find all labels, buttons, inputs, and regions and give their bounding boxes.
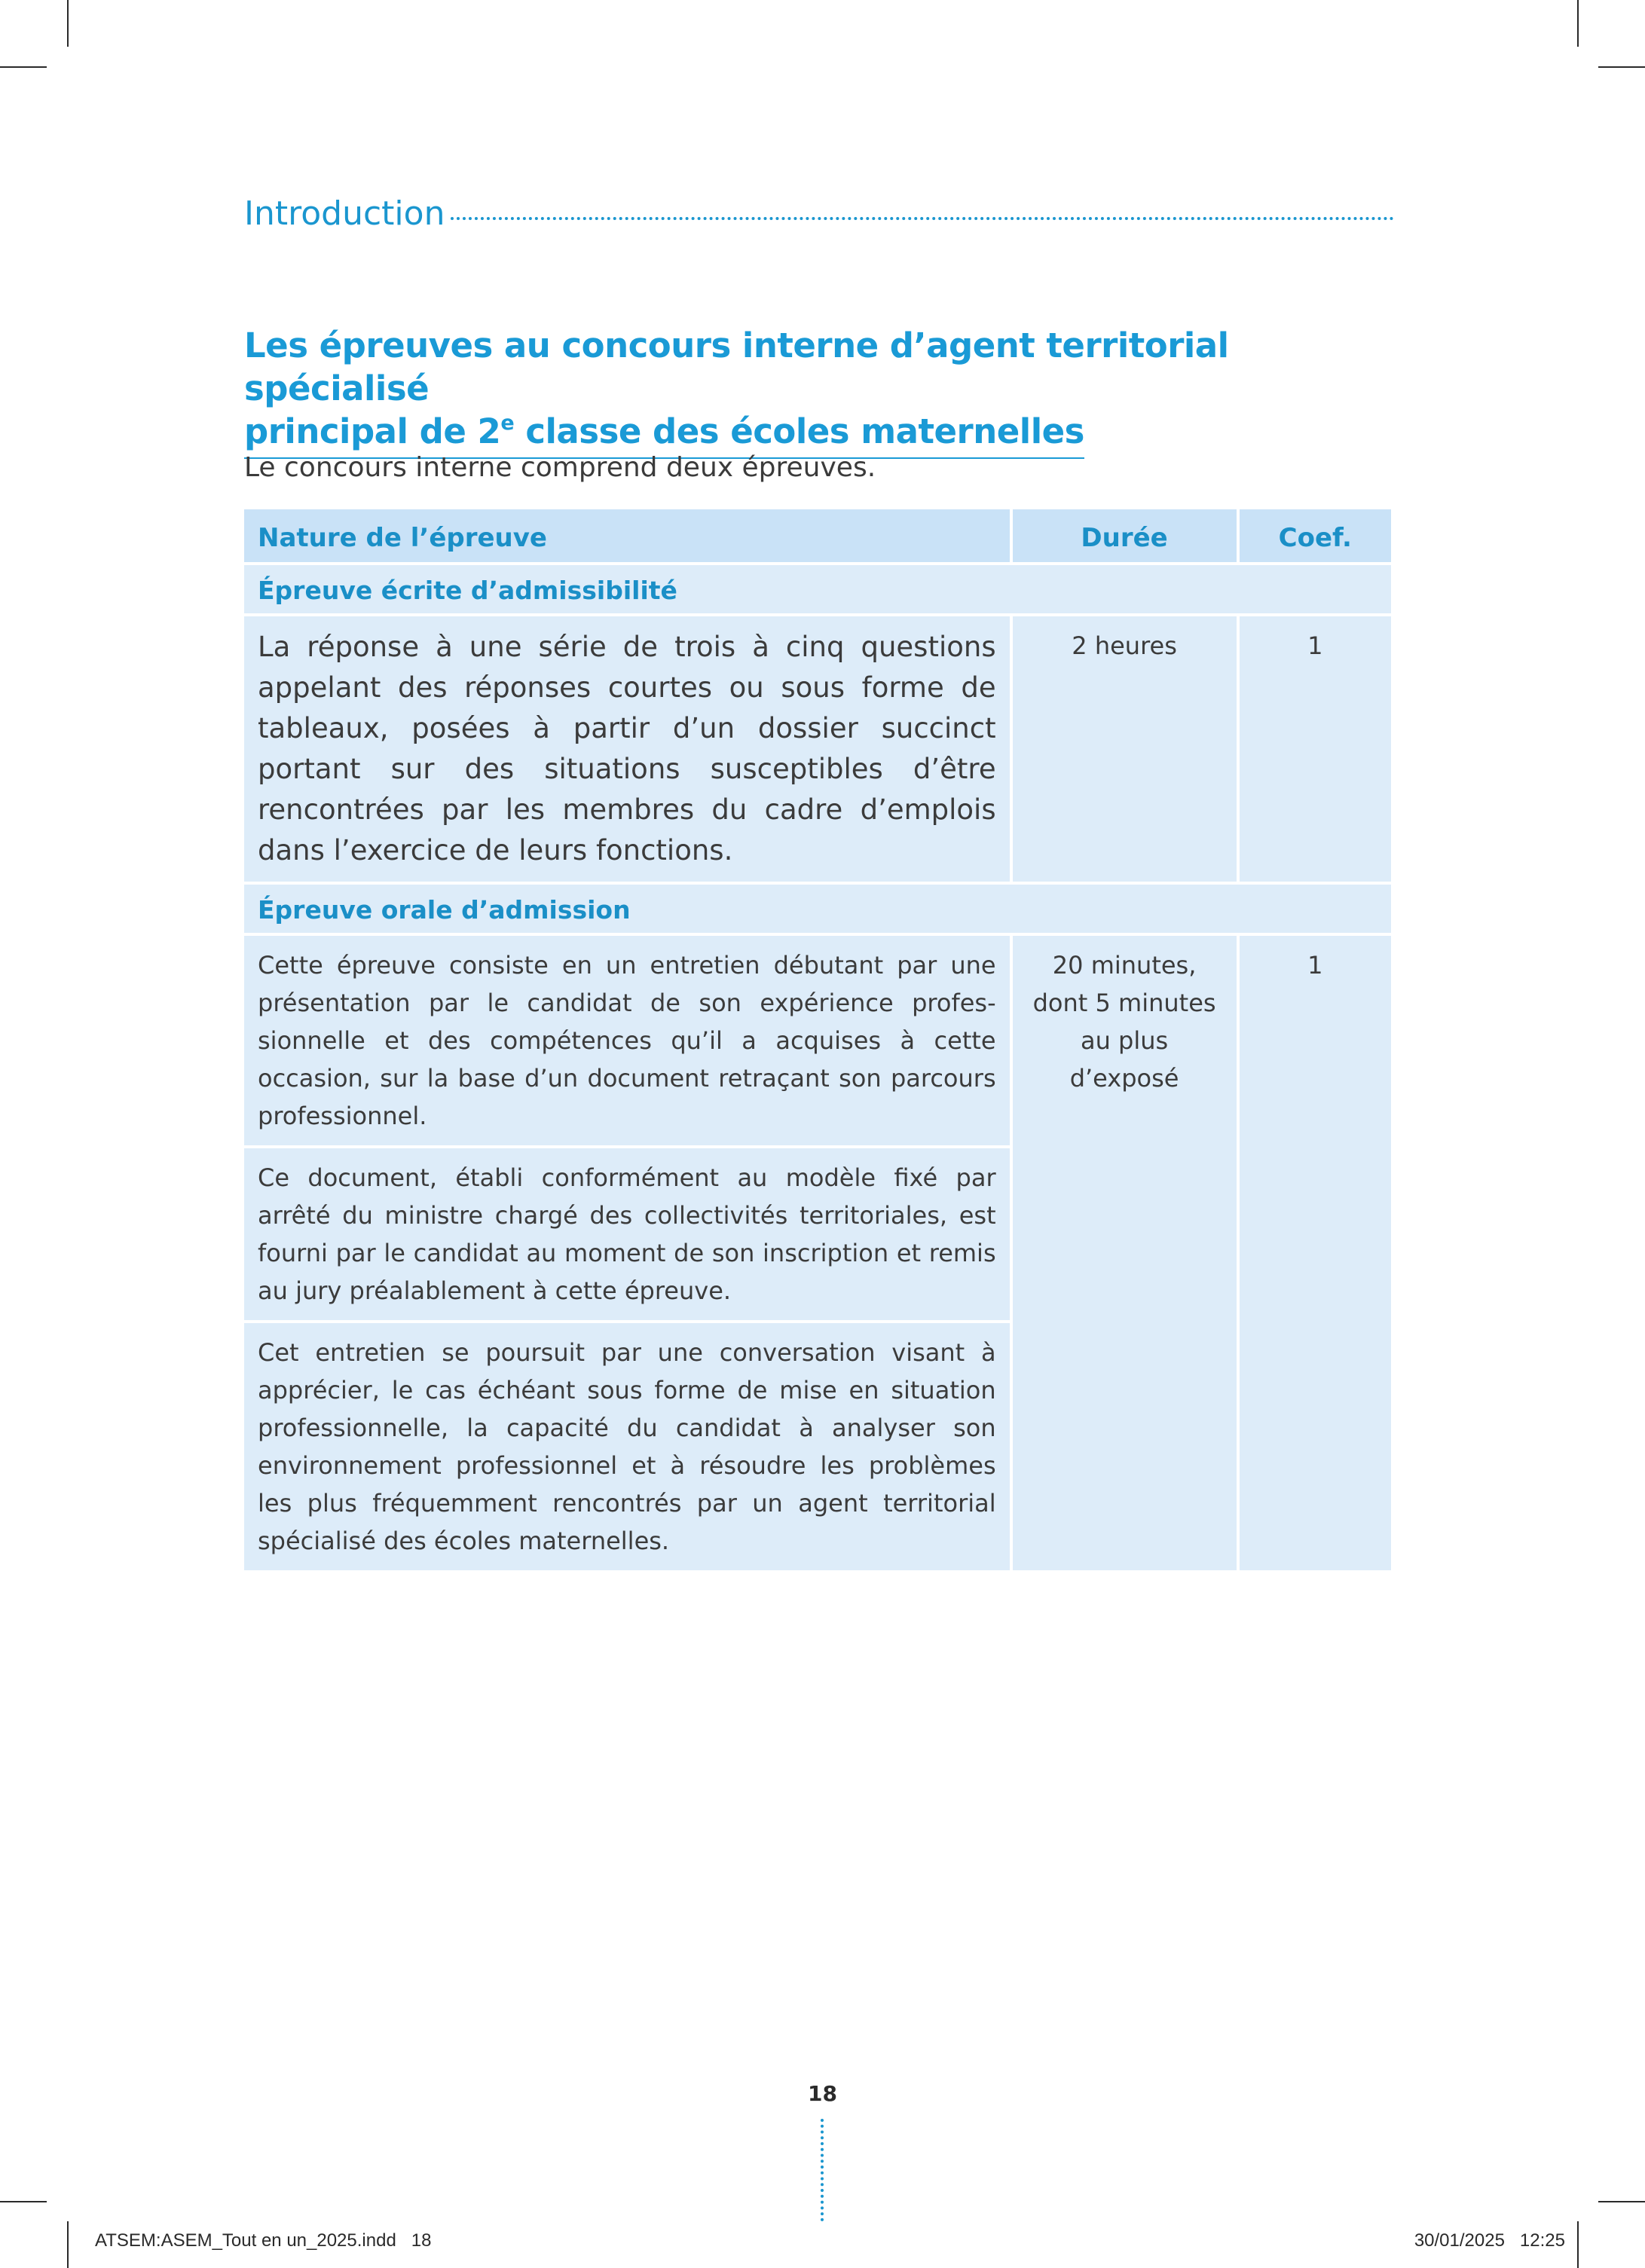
epreuves-table xyxy=(241,506,1394,1573)
oral-description-2: Ce document, établi conformément au modèle fixé par arrêté du ministre chargé des collectivités territoriales, est fourni par le candidat au moment de son inscription et remis au jury préalablement à cette épreuve. xyxy=(244,1148,1010,1320)
oral-section-row xyxy=(244,885,1391,933)
oral-section-title: Épreuve orale d’admission xyxy=(244,885,1391,933)
page-number-dotted-line xyxy=(821,2119,824,2221)
section-header xyxy=(244,194,1394,233)
heading-line-2-start: principal de 2 xyxy=(244,411,501,451)
header-nature: Nature de l’épreuve xyxy=(244,509,1010,562)
crop-mark-bottom-left-horizontal xyxy=(0,2201,47,2202)
page-number: 18 xyxy=(808,2081,837,2106)
crop-mark-bottom-right-vertical xyxy=(1577,2221,1579,2268)
crop-mark-top-right-horizontal xyxy=(1598,66,1645,68)
oral-description-1: Cette épreuve consiste en un entretien débutant par une présentation par le candidat de son expérience profes- sionnelle et des compétences qu’il a acquises à cette occasion, sur la base d’un document retraçant son parcours professionnel. xyxy=(244,936,1010,1145)
dotted-leader xyxy=(451,217,1394,220)
table-row xyxy=(244,936,1391,1145)
page-heading xyxy=(244,324,1299,459)
header-duree: Durée xyxy=(1013,509,1237,562)
oral-description-3: Cet entretien se poursuit par une conversation visant à apprécier, le cas échéant sous forme de mise en situation professionnelle, la capacité du candidat à analyser son environnement professionnel et à résoudre les problèmes les plus fréquemment rencontrés par un agent territorial spécialisé des écoles maternelles. xyxy=(244,1323,1010,1570)
table-row xyxy=(244,616,1391,882)
header-coef: Coef. xyxy=(1240,509,1391,562)
crop-mark-top-left-horizontal xyxy=(0,66,47,68)
oral-duration-line: d’exposé xyxy=(1069,1064,1179,1093)
oral-duration-line: 20 minutes, xyxy=(1052,951,1197,980)
crop-mark-bottom-right-horizontal xyxy=(1598,2201,1645,2202)
section-header-title: Introduction xyxy=(244,194,445,233)
oral-duration-line: au plus xyxy=(1080,1026,1169,1055)
written-coef: 1 xyxy=(1240,616,1391,882)
written-description: La réponse à une série de trois à cinq questions appelant des réponses courtes ou sous forme de tableaux, posées à partir d’un dossier succinct portant sur des situations susceptibles d’être rencontrées par les membres du cadre d’emplois dans l’exercice de leurs fonctions. xyxy=(244,616,1010,882)
crop-mark-top-right-vertical xyxy=(1577,0,1579,47)
written-section-title: Épreuve écrite d’admissibilité xyxy=(244,565,1391,613)
crop-mark-bottom-left-vertical xyxy=(67,2221,69,2268)
table-header-row xyxy=(244,509,1391,562)
oral-duration xyxy=(1013,936,1237,1570)
heading-line-2-end: classe des écoles maternelles xyxy=(514,411,1084,451)
heading-superscript: e xyxy=(500,411,515,435)
written-section-row xyxy=(244,565,1391,613)
heading-line-1: Les épreuves au concours interne d’agent territorial spécialisé xyxy=(244,326,1229,408)
written-duration: 2 heures xyxy=(1013,616,1237,882)
oral-duration-line: dont 5 minutes xyxy=(1032,989,1216,1017)
intro-text: Le concours interne comprend deux épreuves. xyxy=(244,452,876,483)
slug-file-info: ATSEM:ASEM_Tout en un_2025.indd 18 xyxy=(95,2230,432,2251)
slug-timestamp: 30/01/2025 12:25 xyxy=(1414,2230,1565,2251)
oral-coef: 1 xyxy=(1240,936,1391,1570)
crop-mark-top-left-vertical xyxy=(67,0,69,47)
